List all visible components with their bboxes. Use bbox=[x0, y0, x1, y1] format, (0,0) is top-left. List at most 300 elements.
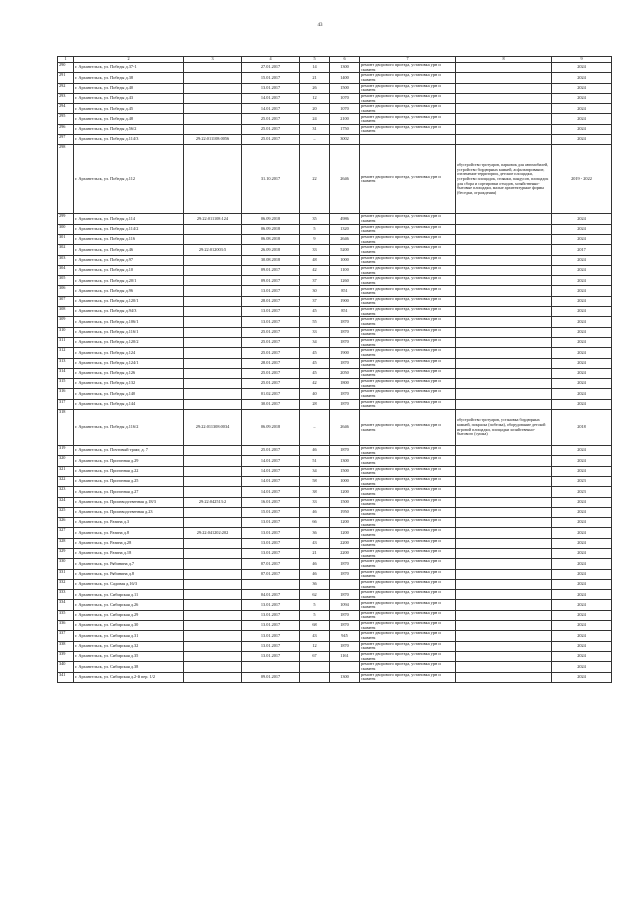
table-row bbox=[58, 610, 612, 620]
additional-works-cell bbox=[456, 368, 552, 378]
area-cell: 1870 bbox=[330, 559, 360, 569]
area-cell: 2646 bbox=[330, 410, 360, 446]
row-number-cell: 332 bbox=[58, 579, 74, 589]
date-cell: 25.01.2017 bbox=[242, 124, 300, 134]
value-cell: 22 bbox=[300, 145, 330, 214]
table-row bbox=[58, 399, 612, 409]
value-cell: 26 bbox=[300, 83, 330, 93]
row-number-cell: 329 bbox=[58, 548, 74, 558]
value-cell bbox=[300, 662, 330, 672]
value-cell: 30 bbox=[300, 286, 330, 296]
work-description-cell: ремонт дворового проезда, установка урн и скамеек bbox=[360, 124, 456, 134]
address-cell: г. Архангельск, ул. Победы д.38 bbox=[74, 73, 184, 83]
additional-works-cell bbox=[456, 621, 552, 631]
value-cell: 51 bbox=[300, 456, 330, 466]
table-row bbox=[58, 83, 612, 93]
column-header: 6 bbox=[330, 57, 360, 63]
row-number-cell: 337 bbox=[58, 631, 74, 641]
year-cell: 2023 bbox=[552, 476, 612, 486]
row-number-cell: 309 bbox=[58, 317, 74, 327]
work-description-cell: ремонт дворового проезда, установка урн и скамеек bbox=[360, 104, 456, 114]
area-cell: 1260 bbox=[330, 276, 360, 286]
year-cell: 2024 bbox=[552, 631, 612, 641]
date-cell: 13.01.2017 bbox=[242, 610, 300, 620]
table-row bbox=[58, 265, 612, 275]
row-number-cell: 312 bbox=[58, 348, 74, 358]
cadastral-number-cell bbox=[184, 145, 242, 214]
year-cell: 2024 bbox=[552, 73, 612, 83]
column-header: 8 bbox=[456, 57, 552, 63]
year-cell: 2024 bbox=[552, 83, 612, 93]
address-cell: г. Архангельск, ул. Победы д.126 bbox=[74, 368, 184, 378]
cadastral-number-cell bbox=[184, 224, 242, 234]
address-cell: г. Архангельск, ул. Победы д.120/1 bbox=[74, 296, 184, 306]
table-row bbox=[58, 93, 612, 103]
value-cell: 36 bbox=[300, 579, 330, 589]
table-row bbox=[58, 327, 612, 337]
area-cell: 1870 bbox=[330, 337, 360, 347]
address-cell: г. Архангельск, ул. Прогонная д.27 bbox=[74, 487, 184, 497]
year-cell: 2024 bbox=[552, 114, 612, 124]
row-number-cell: 340 bbox=[58, 662, 74, 672]
table-row bbox=[58, 569, 612, 579]
address-cell: г. Архангельск, ул. Победы д.114/3 bbox=[74, 135, 184, 145]
row-number-cell: 307 bbox=[58, 296, 74, 306]
additional-works-cell bbox=[456, 135, 552, 145]
cadastral-number-cell bbox=[184, 579, 242, 589]
work-description-cell: ремонт дворового проезда, установка урн и скамеек bbox=[360, 358, 456, 368]
address-cell: г. Архангельск, ул. Разина д.28 bbox=[74, 538, 184, 548]
row-number-cell: 301 bbox=[58, 234, 74, 244]
additional-works-cell bbox=[456, 337, 552, 347]
table-row bbox=[58, 559, 612, 569]
area-cell: 1070 bbox=[330, 104, 360, 114]
additional-works-cell bbox=[456, 245, 552, 255]
cadastral-number-cell bbox=[184, 317, 242, 327]
date-cell: 09.01.2017 bbox=[242, 672, 300, 682]
cadastral-number-cell: 29:22:011108:124 bbox=[184, 214, 242, 224]
table-row bbox=[58, 518, 612, 528]
work-description-cell: ремонт дворового проезда, установка урн и скамеек bbox=[360, 234, 456, 244]
additional-works-cell bbox=[456, 358, 552, 368]
additional-works-cell bbox=[456, 466, 552, 476]
cadastral-number-cell bbox=[184, 379, 242, 389]
value-cell: 5 bbox=[300, 224, 330, 234]
row-number-cell: 294 bbox=[58, 104, 74, 114]
row-number-cell: 330 bbox=[58, 559, 74, 569]
value-cell: 34 bbox=[300, 466, 330, 476]
table-row bbox=[58, 317, 612, 327]
work-description-cell: ремонт дворового проезда, установка урн и скамеек bbox=[360, 145, 456, 214]
table-row bbox=[58, 446, 612, 456]
additional-works-cell bbox=[456, 476, 552, 486]
value-cell: 58 bbox=[300, 476, 330, 486]
table-row bbox=[58, 507, 612, 517]
area-cell: 1750 bbox=[330, 124, 360, 134]
value-cell: 37 bbox=[300, 276, 330, 286]
cadastral-number-cell bbox=[184, 631, 242, 641]
work-description-cell: ремонт дворового проезда, установка урн и скамеек bbox=[360, 214, 456, 224]
date-cell: 13.01.2017 bbox=[242, 621, 300, 631]
value-cell: 12 bbox=[300, 93, 330, 103]
table-row bbox=[58, 621, 612, 631]
row-number-cell: 290 bbox=[58, 63, 74, 73]
date-cell: 06.08.2018 bbox=[242, 234, 300, 244]
table-row bbox=[58, 497, 612, 507]
cadastral-number-cell bbox=[184, 621, 242, 631]
value-cell: 21 bbox=[300, 548, 330, 558]
row-number-cell: 323 bbox=[58, 487, 74, 497]
work-description-cell: ремонт дворового проезда, установка урн и скамеек bbox=[360, 466, 456, 476]
cadastral-number-cell bbox=[184, 368, 242, 378]
year-cell: 2017 bbox=[552, 245, 612, 255]
value-cell: 31 bbox=[300, 124, 330, 134]
address-cell: г. Архангельск, ул. Сибирская д.31 bbox=[74, 631, 184, 641]
row-number-cell: 311 bbox=[58, 337, 74, 347]
row-number-cell: 318 bbox=[58, 410, 74, 446]
area-cell: 2200 bbox=[330, 548, 360, 558]
area-cell: 2200 bbox=[330, 538, 360, 548]
date-cell: 25.01.2017 bbox=[242, 348, 300, 358]
year-cell: 2024 bbox=[552, 135, 612, 145]
cadastral-number-cell bbox=[184, 358, 242, 368]
date-cell: 14.01.2017 bbox=[242, 487, 300, 497]
row-number-cell: 326 bbox=[58, 518, 74, 528]
additional-works-cell bbox=[456, 662, 552, 672]
year-cell: 2024 bbox=[552, 93, 612, 103]
additional-works-cell bbox=[456, 641, 552, 651]
additional-works-cell bbox=[456, 379, 552, 389]
row-number-cell: 315 bbox=[58, 379, 74, 389]
address-cell: г. Архангельск, ул. Победы д.120/2 bbox=[74, 337, 184, 347]
work-description-cell: ремонт дворового проезда, установка урн и скамеек bbox=[360, 579, 456, 589]
year-cell: 2024 bbox=[552, 286, 612, 296]
work-description-cell: ремонт дворового проезда, установка урн и скамеек bbox=[360, 307, 456, 317]
improvement-table bbox=[57, 56, 612, 683]
table-row bbox=[58, 672, 612, 682]
date-cell: 15.01.2017 bbox=[242, 73, 300, 83]
address-cell: г. Архангельск, ул. Сибирская д.26 bbox=[74, 600, 184, 610]
work-description-cell: ремонт дворового проезда, установка урн и скамеек bbox=[360, 114, 456, 124]
column-header: 2 bbox=[74, 57, 184, 63]
cadastral-number-cell bbox=[184, 641, 242, 651]
year-cell: 2024 bbox=[552, 662, 612, 672]
date-cell: 25.01.2017 bbox=[242, 337, 300, 347]
additional-works-cell bbox=[456, 528, 552, 538]
year-cell: 2024 bbox=[552, 234, 612, 244]
date-cell: 28.01.2017 bbox=[242, 296, 300, 306]
value-cell: 67 bbox=[300, 651, 330, 661]
row-number-cell: 325 bbox=[58, 507, 74, 517]
additional-works-cell bbox=[456, 579, 552, 589]
year-cell: 2024 bbox=[552, 579, 612, 589]
work-description-cell: ремонт дворового проезда, установка урн и скамеек bbox=[360, 224, 456, 234]
year-cell: 2024 bbox=[552, 559, 612, 569]
table-row bbox=[58, 245, 612, 255]
row-number-cell: 313 bbox=[58, 358, 74, 368]
table-row bbox=[58, 104, 612, 114]
row-number-cell: 314 bbox=[58, 368, 74, 378]
area-cell: 1300 bbox=[330, 672, 360, 682]
date-cell: 30.01.2017 bbox=[242, 399, 300, 409]
date-cell: 25.01.2017 bbox=[242, 379, 300, 389]
table-row bbox=[58, 662, 612, 672]
area-cell: 2646 bbox=[330, 145, 360, 214]
row-number-cell: 302 bbox=[58, 245, 74, 255]
value-cell: 42 bbox=[300, 265, 330, 275]
address-cell: г. Архангельск, ул. Победы д.114/2 bbox=[74, 224, 184, 234]
year-cell: 2024 bbox=[552, 296, 612, 306]
value-cell: – bbox=[300, 410, 330, 446]
year-cell: 2024 bbox=[552, 124, 612, 134]
year-cell: 2024 bbox=[552, 368, 612, 378]
work-description-cell: ремонт дворового проезда, установка урн и скамеек bbox=[360, 559, 456, 569]
table-row bbox=[58, 214, 612, 224]
date-cell bbox=[242, 662, 300, 672]
date-cell: 13.01.2017 bbox=[242, 600, 300, 610]
additional-works-cell bbox=[456, 590, 552, 600]
cadastral-number-cell: 29:22:012003:5 bbox=[184, 245, 242, 255]
value-cell: 24 bbox=[300, 114, 330, 124]
value-cell: 33 bbox=[300, 497, 330, 507]
row-number-cell: 291 bbox=[58, 73, 74, 83]
year-cell: 2024 bbox=[552, 548, 612, 558]
area-cell: 1400 bbox=[330, 73, 360, 83]
additional-works-cell bbox=[456, 286, 552, 296]
work-description-cell: ремонт дворового проезда, установка урн и скамеек bbox=[360, 399, 456, 409]
table-row bbox=[58, 114, 612, 124]
additional-works-cell bbox=[456, 234, 552, 244]
address-cell: г. Архангельск, ул. Победы д.116 bbox=[74, 234, 184, 244]
row-number-cell: 308 bbox=[58, 307, 74, 317]
area-cell: 1000 bbox=[330, 255, 360, 265]
row-number-cell: 316 bbox=[58, 389, 74, 399]
area-cell: 1500 bbox=[330, 83, 360, 93]
cadastral-number-cell bbox=[184, 507, 242, 517]
value-cell: 14 bbox=[300, 63, 330, 73]
address-cell: г. Архангельск, ул. Победы д.46 bbox=[74, 245, 184, 255]
work-description-cell: ремонт дворового проезда, установка урн и скамеек bbox=[360, 276, 456, 286]
cadastral-number-cell bbox=[184, 296, 242, 306]
work-description-cell: ремонт дворового проезда, установка урн и скамеек bbox=[360, 296, 456, 306]
area-cell bbox=[330, 579, 360, 589]
date-cell: 30.08.2018 bbox=[242, 255, 300, 265]
address-cell: г. Архангельск, ул. Победы д.144 bbox=[74, 399, 184, 409]
year-cell: 2024 bbox=[552, 348, 612, 358]
address-cell: г. Архангельск, ул. Разина д.3 bbox=[74, 518, 184, 528]
cadastral-number-cell bbox=[184, 446, 242, 456]
value-cell: 46 bbox=[300, 569, 330, 579]
year-cell: 2024 bbox=[552, 672, 612, 682]
year-cell: 2024 bbox=[552, 446, 612, 456]
table-row bbox=[58, 410, 612, 446]
area-cell: 1200 bbox=[330, 518, 360, 528]
table-row bbox=[58, 224, 612, 234]
year-cell: 2024 bbox=[552, 538, 612, 548]
table-row bbox=[58, 389, 612, 399]
table-row bbox=[58, 358, 612, 368]
date-cell: 06.09.2018 bbox=[242, 224, 300, 234]
date-cell: 06.09.2018 bbox=[242, 214, 300, 224]
work-description-cell: ремонт дворового проезда, установка урн и скамеек bbox=[360, 317, 456, 327]
address-cell: г. Архангельск, ул. Победы д.140 bbox=[74, 389, 184, 399]
work-description-cell: ремонт дворового проезда, установка урн и скамеек bbox=[360, 631, 456, 641]
additional-works-cell bbox=[456, 389, 552, 399]
date-cell: 25.01.2017 bbox=[242, 368, 300, 378]
work-description-cell: ремонт дворового проезда, установка урн и скамеек bbox=[360, 286, 456, 296]
cadastral-number-cell bbox=[184, 73, 242, 83]
cadastral-number-cell bbox=[184, 389, 242, 399]
address-cell: г. Архангельск, ул. Сибирская д.11 bbox=[74, 590, 184, 600]
date-cell: 13.01.2017 bbox=[242, 651, 300, 661]
additional-works-cell bbox=[456, 124, 552, 134]
date-cell: 13.01.2017 bbox=[242, 631, 300, 641]
value-cell: 21 bbox=[300, 73, 330, 83]
year-cell: 2023 bbox=[552, 487, 612, 497]
area-cell: 1870 bbox=[330, 621, 360, 631]
address-cell: г. Архангельск, ул. Победы д.20/1 bbox=[74, 276, 184, 286]
area-cell: 1870 bbox=[330, 641, 360, 651]
address-cell: г. Архангельск, ул. Разина д.8 bbox=[74, 528, 184, 538]
table-row bbox=[58, 466, 612, 476]
date-cell bbox=[242, 579, 300, 589]
cadastral-number-cell bbox=[184, 83, 242, 93]
table-row bbox=[58, 368, 612, 378]
additional-works-cell bbox=[456, 538, 552, 548]
area-cell bbox=[330, 662, 360, 672]
date-cell: 13.01.2017 bbox=[242, 286, 300, 296]
additional-works-cell: обустройство тротуаров, парковок для автомобилей, устройство бордюрных камней, асфальтирование, озеленение территории, детские площадки, устройство площадок, стоянки, пандусов, площадок для сбора и сортировки отходов, хозяйственно-бытовые площадки, малые архитектурные формы (беседки, ограждения) bbox=[456, 145, 552, 214]
area-cell: 1200 bbox=[330, 528, 360, 538]
area-cell: 3002 bbox=[330, 135, 360, 145]
cadastral-number-cell bbox=[184, 662, 242, 672]
address-cell: г. Архангельск, ул. Победы д.45 bbox=[74, 104, 184, 114]
cadastral-number-cell bbox=[184, 337, 242, 347]
year-cell: 2024 bbox=[552, 379, 612, 389]
work-description-cell: ремонт дворового проезда, установка урн и скамеек bbox=[360, 446, 456, 456]
additional-works-cell bbox=[456, 569, 552, 579]
year-cell: 2024 bbox=[552, 518, 612, 528]
address-cell: г. Архангельск, ул. Прогонная д.29 bbox=[74, 456, 184, 466]
year-cell: 2024 bbox=[552, 621, 612, 631]
cadastral-number-cell bbox=[184, 651, 242, 661]
area-cell: 1300 bbox=[330, 456, 360, 466]
address-cell: г. Архангельск, ул. Победы д.116/2 bbox=[74, 410, 184, 446]
table-row bbox=[58, 135, 612, 145]
date-cell: 31.10.2017 bbox=[242, 145, 300, 214]
additional-works-cell bbox=[456, 507, 552, 517]
address-cell: г. Архангельск, ул. Сибирская д.2-й пер. 1/2 bbox=[74, 672, 184, 682]
address-cell: г. Архангельск, ул. Победы д.106/1 bbox=[74, 317, 184, 327]
area-cell: 851 bbox=[330, 286, 360, 296]
date-cell: 09.01.2017 bbox=[242, 276, 300, 286]
year-cell: 2024 bbox=[552, 214, 612, 224]
cadastral-number-cell bbox=[184, 456, 242, 466]
table-row bbox=[58, 487, 612, 497]
value-cell: 28 bbox=[300, 399, 330, 409]
table-row bbox=[58, 337, 612, 347]
table-row bbox=[58, 379, 612, 389]
row-number-cell: 310 bbox=[58, 327, 74, 337]
area-cell: 1870 bbox=[330, 590, 360, 600]
address-cell: г. Архангельск, ул. Победы д.112 bbox=[74, 145, 184, 214]
row-number-cell: 333 bbox=[58, 590, 74, 600]
date-cell: 14.01.2017 bbox=[242, 104, 300, 114]
cadastral-number-cell bbox=[184, 234, 242, 244]
row-number-cell: 304 bbox=[58, 265, 74, 275]
additional-works-cell bbox=[456, 348, 552, 358]
address-cell: г. Архангельск, ул. Рябинина д.8 bbox=[74, 569, 184, 579]
value-cell: 38 bbox=[300, 487, 330, 497]
area-cell: 1320 bbox=[330, 224, 360, 234]
value-cell: 68 bbox=[300, 621, 330, 631]
table-row bbox=[58, 63, 612, 73]
year-cell: 2024 bbox=[552, 255, 612, 265]
address-cell: г. Архангельск, ул. Сибирская д.30 bbox=[74, 621, 184, 631]
value-cell bbox=[300, 672, 330, 682]
work-description-cell: ремонт дворового проезда, установка урн и скамеек bbox=[360, 662, 456, 672]
work-description-cell: ремонт дворового проезда, установка урн и скамеек bbox=[360, 337, 456, 347]
row-number-cell: 335 bbox=[58, 610, 74, 620]
additional-works-cell bbox=[456, 497, 552, 507]
table-row bbox=[58, 579, 612, 589]
row-number-cell: 297 bbox=[58, 135, 74, 145]
cadastral-number-cell bbox=[184, 569, 242, 579]
date-cell: 25.01.2017 bbox=[242, 327, 300, 337]
year-cell: 2024 bbox=[552, 327, 612, 337]
additional-works-cell bbox=[456, 399, 552, 409]
value-cell: 5 bbox=[300, 600, 330, 610]
row-number-cell: 292 bbox=[58, 83, 74, 93]
area-cell: 945 bbox=[330, 631, 360, 641]
additional-works-cell bbox=[456, 518, 552, 528]
column-header: 4 bbox=[242, 57, 300, 63]
work-description-cell: ремонт дворового проезда, установка урн и скамеек bbox=[360, 348, 456, 358]
value-cell: 45 bbox=[300, 368, 330, 378]
cadastral-number-cell bbox=[184, 610, 242, 620]
cadastral-number-cell bbox=[184, 672, 242, 682]
year-cell: 2024 bbox=[552, 600, 612, 610]
work-description-cell: ремонт дворового проезда, установка урн и скамеек bbox=[360, 518, 456, 528]
additional-works-cell bbox=[456, 600, 552, 610]
year-cell: 2024 bbox=[552, 466, 612, 476]
additional-works-cell bbox=[456, 548, 552, 558]
year-cell: 2024 bbox=[552, 610, 612, 620]
column-header: 9 bbox=[552, 57, 612, 63]
additional-works-cell bbox=[456, 63, 552, 73]
address-cell: г. Архангельск, ул. Сибирская д.38 bbox=[74, 662, 184, 672]
area-cell: 1500 bbox=[330, 466, 360, 476]
cadastral-number-cell bbox=[184, 399, 242, 409]
address-cell: г. Архангельск, ул. Победы д.124/1 bbox=[74, 358, 184, 368]
date-cell: 04.01.2017 bbox=[242, 590, 300, 600]
work-description-cell: ремонт дворового проезда, установка урн и скамеек bbox=[360, 538, 456, 548]
work-description-cell: ремонт дворового проезда, установка урн и скамеек bbox=[360, 507, 456, 517]
year-cell: 2024 bbox=[552, 569, 612, 579]
row-number-cell: 339 bbox=[58, 651, 74, 661]
value-cell: 9 bbox=[300, 234, 330, 244]
cadastral-number-cell: 29:22:011308:0034 bbox=[184, 410, 242, 446]
value-cell: 43 bbox=[300, 538, 330, 548]
area-cell: 2050 bbox=[330, 368, 360, 378]
table-row bbox=[58, 641, 612, 651]
date-cell: 25.01.2017 bbox=[242, 446, 300, 456]
value-cell: 5 bbox=[300, 610, 330, 620]
column-header: 3 bbox=[184, 57, 242, 63]
row-number-cell: 334 bbox=[58, 600, 74, 610]
value-cell: 33 bbox=[300, 245, 330, 255]
cadastral-number-cell bbox=[184, 63, 242, 73]
